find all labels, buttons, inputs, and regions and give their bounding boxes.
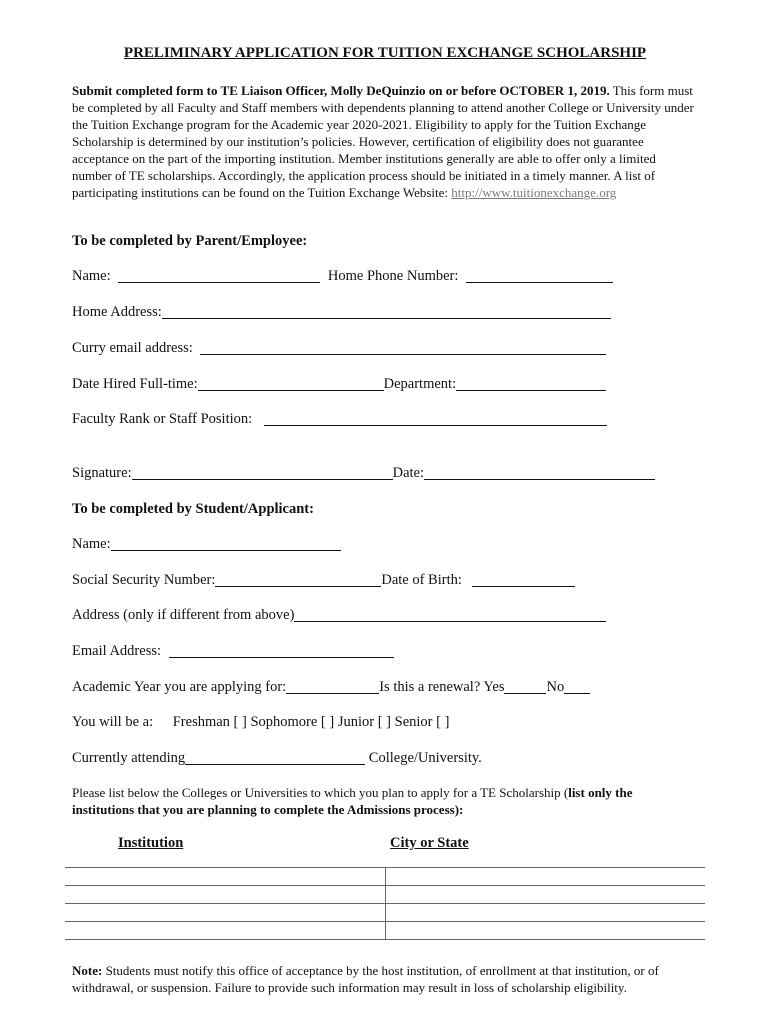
city-state-cell[interactable]	[386, 904, 706, 922]
renewal-yes-label: Yes	[483, 679, 505, 695]
curry-email-field[interactable]	[200, 340, 606, 355]
home-address-label: Home Address:	[72, 304, 162, 320]
currently-attending-label: Currently attending	[72, 750, 186, 766]
academic-year-label: Academic Year you are applying for:	[72, 679, 287, 695]
city-state-cell[interactable]	[386, 868, 706, 886]
date-hired-field[interactable]	[198, 376, 384, 391]
parent-name-label: Name:	[72, 268, 111, 284]
ssn-label: Social Security Number:	[72, 572, 216, 588]
home-address-row	[72, 304, 611, 321]
student-name-label: Name:	[72, 536, 111, 552]
ssn-field[interactable]	[215, 572, 381, 587]
renewal-label: Is this a renewal?	[379, 679, 481, 695]
institution-cell[interactable]	[65, 904, 386, 922]
signature-row	[72, 465, 655, 482]
signature-field[interactable]	[132, 465, 393, 480]
table-row	[65, 886, 705, 904]
renewal-no-label: No	[546, 679, 565, 695]
dob-label: Date of Birth:	[381, 572, 462, 588]
student-section-heading: To be completed by Student/Applicant:	[72, 501, 314, 517]
curry-email-label: Curry email address:	[72, 340, 193, 356]
rank-label: Faculty Rank or Staff Position:	[72, 411, 253, 427]
signature-date-field[interactable]	[424, 465, 655, 480]
intro-deadline: Submit completed form to TE Liaison Officer, Molly DeQuinzio on or before OCTOBER 1, 2019.	[72, 83, 610, 98]
form-title: PRELIMINARY APPLICATION FOR TUITION EXCHANGE SCHOLARSHIP	[123, 45, 647, 61]
institutions-table	[65, 867, 705, 940]
table-row	[65, 922, 705, 940]
institution-cell[interactable]	[65, 886, 386, 904]
class-option-junior[interactable]: Junior [ ]	[337, 714, 392, 730]
class-option-freshman[interactable]: Freshman [ ]	[172, 714, 247, 730]
intro-body: This form must be completed by all Faculty and Staff members with dependents planning to attend another College or University under the Tuition Exchange program for the Academic year 2020-2021. Eligibility to apply for the Tuition Exchange Scholarship is determined by our institution’s policies. However, certification of eligibility does not guarantee acceptance on the part of the importing institution. Member institutions generally are able to offer only a limited number of TE scholarships. Accordingly, the application process should be initiated in a timely manner. A list of participating institutions can be found on the Tuition Exchange Website:	[72, 83, 694, 200]
student-email-field[interactable]	[169, 643, 394, 658]
home-phone-field[interactable]	[466, 268, 613, 283]
class-year-row	[72, 714, 449, 731]
parent-section-heading: To be completed by Parent/Employee:	[72, 233, 308, 249]
city-state-cell[interactable]	[386, 922, 706, 940]
academic-year-row	[72, 679, 590, 696]
department-field[interactable]	[456, 376, 606, 391]
footer-note	[72, 962, 696, 996]
city-state-cell[interactable]	[386, 886, 706, 904]
date-hired-label: Date Hired Full-time:	[72, 376, 198, 392]
tuition-exchange-link[interactable]: http://www.tuitionexchange.org	[451, 185, 617, 200]
city-state-column-header: City or State	[390, 835, 469, 851]
ssn-row	[72, 572, 575, 589]
you-will-be-label: You will be a:	[72, 714, 154, 730]
student-name-field[interactable]	[111, 536, 341, 551]
institution-cell[interactable]	[65, 922, 386, 940]
parent-name-row	[72, 268, 613, 285]
student-email-label: Email Address:	[72, 643, 162, 659]
student-name-row	[72, 536, 341, 553]
currently-attending-field[interactable]	[185, 750, 365, 765]
class-option-senior[interactable]: Senior [ ]	[394, 714, 450, 730]
renewal-no-field[interactable]	[564, 679, 590, 694]
home-address-field[interactable]	[162, 304, 611, 319]
institution-cell[interactable]	[65, 868, 386, 886]
curry-email-row	[72, 340, 606, 357]
table-row	[65, 868, 705, 886]
parent-name-field[interactable]	[118, 268, 320, 283]
signature-label: Signature:	[72, 465, 132, 481]
college-university-label: College/University.	[368, 750, 482, 766]
date-hired-row	[72, 376, 606, 393]
note-text: Students must notify this office of acceptance by the host institution, of enrollment at that institution, or of withdrawal, or suspension. Failure to provide such information may result in loss of scholarship eligibility.	[72, 963, 659, 995]
renewal-yes-field[interactable]	[504, 679, 546, 694]
student-address-field[interactable]	[294, 607, 606, 622]
table-row	[65, 904, 705, 922]
student-address-row	[72, 607, 606, 624]
home-phone-label: Home Phone Number:	[327, 268, 459, 284]
institution-instructions	[72, 784, 696, 818]
intro-paragraph	[72, 82, 696, 201]
academic-year-field[interactable]	[286, 679, 379, 694]
institution-column-header: Institution	[118, 835, 184, 851]
student-email-row	[72, 643, 394, 660]
rank-row	[72, 411, 607, 428]
signature-date-label: Date:	[392, 465, 425, 481]
department-label: Department:	[383, 376, 457, 392]
rank-field[interactable]	[264, 411, 607, 426]
instructions-text: Please list below the Colleges or Universities to which you plan to apply for a TE Scholarship (	[72, 785, 569, 800]
class-option-sophomore[interactable]: Sophomore [ ]	[250, 714, 335, 730]
student-address-label: Address (only if different from above)	[72, 607, 295, 623]
currently-attending-row	[72, 750, 482, 767]
dob-field[interactable]	[472, 572, 575, 587]
instructions-bold: list only the institutions that you are planning to complete the Admissions process):	[72, 785, 633, 817]
note-label: Note:	[72, 963, 103, 978]
